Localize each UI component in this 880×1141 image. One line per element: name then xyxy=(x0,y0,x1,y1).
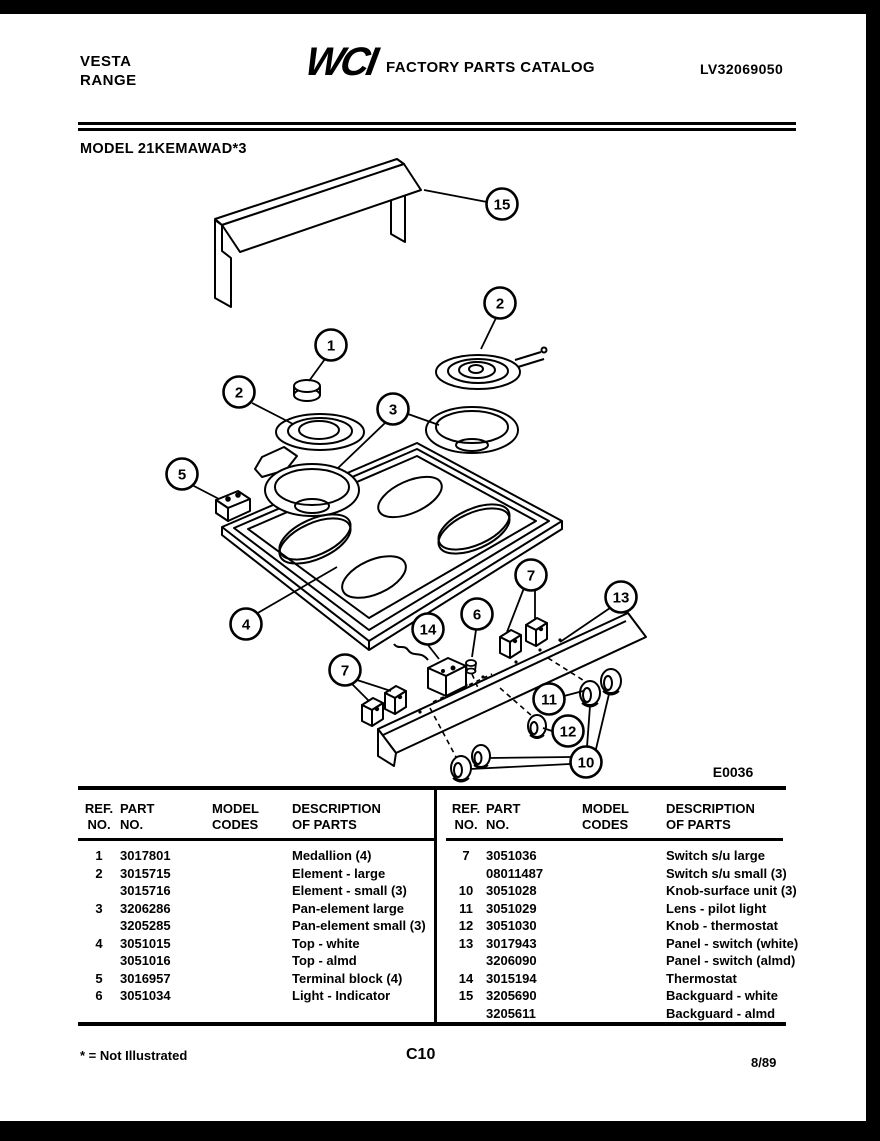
part-description: Top - almd xyxy=(292,953,357,968)
part-no: 3205285 xyxy=(120,918,171,933)
part-description: Switch s/u large xyxy=(666,848,765,863)
brand-line-2: RANGE xyxy=(80,72,137,89)
part-description: Knob - thermostat xyxy=(666,918,778,933)
part-description: Top - white xyxy=(292,935,360,951)
ref-no: 7 xyxy=(462,848,470,863)
pan-large-drawing xyxy=(426,407,518,453)
brand-block xyxy=(80,52,137,90)
model-codes xyxy=(212,865,292,883)
table-header-row xyxy=(446,790,783,840)
part-description: Light - Indicator xyxy=(292,988,391,1003)
part-description: Thermostat xyxy=(666,970,737,986)
diagram-code: E0036 xyxy=(712,764,754,780)
svg-text:1: 1 xyxy=(326,337,336,355)
ref-no: 4 xyxy=(95,935,103,951)
ref-no: 13 xyxy=(458,935,474,951)
model-codes xyxy=(212,882,292,900)
col-part: PART NO. xyxy=(120,790,212,840)
callout-4 xyxy=(231,609,262,640)
model-codes xyxy=(212,900,292,918)
svg-text:2: 2 xyxy=(234,384,244,402)
part-no: 3051016 xyxy=(120,953,171,968)
part-no: 3017801 xyxy=(120,848,171,863)
col-ref: REF. NO. xyxy=(78,790,120,840)
ref-no xyxy=(446,1005,486,1023)
part-no: 3206090 xyxy=(486,953,537,968)
indicator-light-drawing xyxy=(466,660,476,674)
model-codes xyxy=(212,970,292,988)
parts-row xyxy=(78,952,437,970)
model-codes xyxy=(582,900,666,918)
catalog-title: FACTORY PARTS CATALOG xyxy=(386,59,595,76)
ref-no xyxy=(78,952,120,970)
part-description: Knob-surface unit (3) xyxy=(666,883,797,898)
model-codes xyxy=(582,952,666,970)
svg-text:15: 15 xyxy=(493,196,511,214)
svg-text:7: 7 xyxy=(340,662,350,680)
scan-artifact-top xyxy=(0,0,880,14)
col-part: PART NO. xyxy=(486,790,582,840)
svg-text:14: 14 xyxy=(419,621,437,639)
parts-row xyxy=(78,865,437,883)
parts-row xyxy=(446,865,783,883)
part-description: Pan-element small (3) xyxy=(292,918,426,933)
ref-no xyxy=(446,952,486,970)
callout-1 xyxy=(316,330,347,361)
ref-no: 2 xyxy=(95,865,103,881)
parts-row xyxy=(78,882,437,900)
issue-date: 8/89 xyxy=(751,1055,777,1070)
part-no: 3051028 xyxy=(486,883,537,898)
callout-2-left xyxy=(224,377,255,408)
ref-no: 5 xyxy=(95,970,103,986)
callout-6 xyxy=(462,599,493,630)
brand-line-1: VESTA xyxy=(80,53,132,70)
parts-row xyxy=(446,900,783,918)
model-codes xyxy=(582,840,666,865)
part-no: 3015194 xyxy=(486,970,537,986)
part-description: Panel - switch (almd) xyxy=(666,953,796,968)
wci-logo: WCI xyxy=(302,40,379,84)
thermostat-drawing xyxy=(394,644,466,696)
element-large-drawing xyxy=(436,348,547,390)
svg-text:13: 13 xyxy=(612,589,630,607)
pan-small-drawing xyxy=(265,464,359,516)
ref-no: 11 xyxy=(459,900,473,916)
part-description: Medallion (4) xyxy=(292,848,372,863)
part-no: 3051034 xyxy=(120,988,171,1003)
svg-text:7: 7 xyxy=(526,567,536,585)
callout-7-top xyxy=(516,560,547,591)
svg-text:12: 12 xyxy=(559,723,577,741)
part-description: Pan-element large xyxy=(292,900,404,916)
col-ref: REF. NO. xyxy=(446,790,486,840)
parts-row xyxy=(446,935,783,953)
backguard-drawing xyxy=(215,159,421,307)
exploded-parts-diagram xyxy=(0,158,880,783)
part-no: 3051029 xyxy=(486,900,537,916)
part-description: Lens - pilot light xyxy=(666,900,767,916)
model-codes xyxy=(582,970,666,988)
part-no: 3051015 xyxy=(120,935,171,951)
part-no: 08011487 xyxy=(486,865,544,881)
parts-row xyxy=(446,1005,783,1023)
callout-11 xyxy=(534,684,565,715)
model-codes xyxy=(582,882,666,900)
part-no: 3051030 xyxy=(486,918,537,933)
model-codes xyxy=(212,987,292,1005)
parts-row xyxy=(446,987,783,1005)
callout-15 xyxy=(487,189,518,220)
part-description: Switch s/u small (3) xyxy=(666,865,787,881)
svg-text:11: 11 xyxy=(541,691,557,709)
col-model: MODEL CODES xyxy=(212,790,292,840)
parts-table-right xyxy=(437,790,799,1022)
part-no: 3017943 xyxy=(486,935,537,951)
parts-row xyxy=(78,917,437,935)
parts-row xyxy=(446,882,783,900)
callout-13 xyxy=(606,582,637,613)
parts-table-left xyxy=(78,790,437,1022)
part-no: 3015715 xyxy=(120,865,171,881)
callout-10 xyxy=(571,747,602,778)
col-desc: DESCRIPTION OF PARTS xyxy=(292,790,437,840)
parts-row xyxy=(446,917,783,935)
svg-text:6: 6 xyxy=(472,606,482,624)
page-number: C10 xyxy=(406,1046,436,1063)
parts-row xyxy=(78,970,437,988)
medallion-drawing xyxy=(294,380,320,401)
table-header-row xyxy=(78,790,437,840)
model-codes xyxy=(582,935,666,953)
model-codes xyxy=(212,917,292,935)
part-no: 3051036 xyxy=(486,848,537,863)
part-no: 3205690 xyxy=(486,988,537,1003)
callout-3 xyxy=(378,394,409,425)
part-no: 3206286 xyxy=(120,900,171,916)
part-description: Panel - switch (white) xyxy=(666,935,799,951)
parts-row xyxy=(446,840,783,865)
ref-no xyxy=(78,917,120,935)
parts-row xyxy=(78,900,437,918)
parts-row xyxy=(78,840,437,865)
callout-12 xyxy=(553,716,584,747)
svg-text:2: 2 xyxy=(495,295,505,313)
parts-table xyxy=(78,786,799,1026)
model-codes xyxy=(582,865,666,883)
part-description: Element - large xyxy=(292,865,386,881)
parts-row xyxy=(446,952,783,970)
col-model: MODEL CODES xyxy=(582,790,666,840)
part-description: Element - small (3) xyxy=(292,883,407,898)
callout-14 xyxy=(413,614,444,645)
ref-no: 6 xyxy=(95,988,103,1003)
svg-text:10: 10 xyxy=(577,754,595,772)
part-no: 3205611 xyxy=(486,1005,536,1021)
doc-number: LV32069050 xyxy=(700,61,784,77)
svg-text:4: 4 xyxy=(241,616,251,634)
col-desc: DESCRIPTION OF PARTS xyxy=(666,790,783,840)
model-codes xyxy=(582,1005,666,1023)
not-illustrated-note: * = Not Illustrated xyxy=(80,1048,188,1063)
model-codes xyxy=(582,987,666,1005)
model-codes xyxy=(212,935,292,953)
ref-no xyxy=(78,882,120,900)
callout-7-left xyxy=(330,655,361,686)
ref-no: 15 xyxy=(458,988,474,1003)
ref-no: 12 xyxy=(458,918,474,933)
ref-no: 3 xyxy=(95,900,103,916)
header-rule xyxy=(78,122,796,131)
model-number: MODEL 21KEMAWAD*3 xyxy=(80,141,247,157)
svg-text:5: 5 xyxy=(177,466,187,484)
parts-row xyxy=(78,935,437,953)
part-description: Terminal block (4) xyxy=(292,970,403,986)
part-no: 3016957 xyxy=(120,970,171,986)
scan-artifact-bottom xyxy=(0,1121,880,1141)
callout-2-top xyxy=(485,288,516,319)
parts-row xyxy=(446,970,783,988)
part-description: Backguard - almd xyxy=(666,1005,776,1021)
part-no: 3015716 xyxy=(120,883,171,898)
model-codes xyxy=(212,952,292,970)
ref-no: 14 xyxy=(458,970,474,986)
svg-text:3: 3 xyxy=(388,401,398,419)
parts-row xyxy=(78,987,437,1005)
ref-no xyxy=(446,865,486,883)
model-codes xyxy=(582,917,666,935)
part-description: Backguard - white xyxy=(666,988,778,1003)
ref-no: 1 xyxy=(95,848,103,863)
ref-no: 10 xyxy=(458,883,474,898)
model-codes xyxy=(212,840,292,865)
callout-5 xyxy=(167,459,198,490)
